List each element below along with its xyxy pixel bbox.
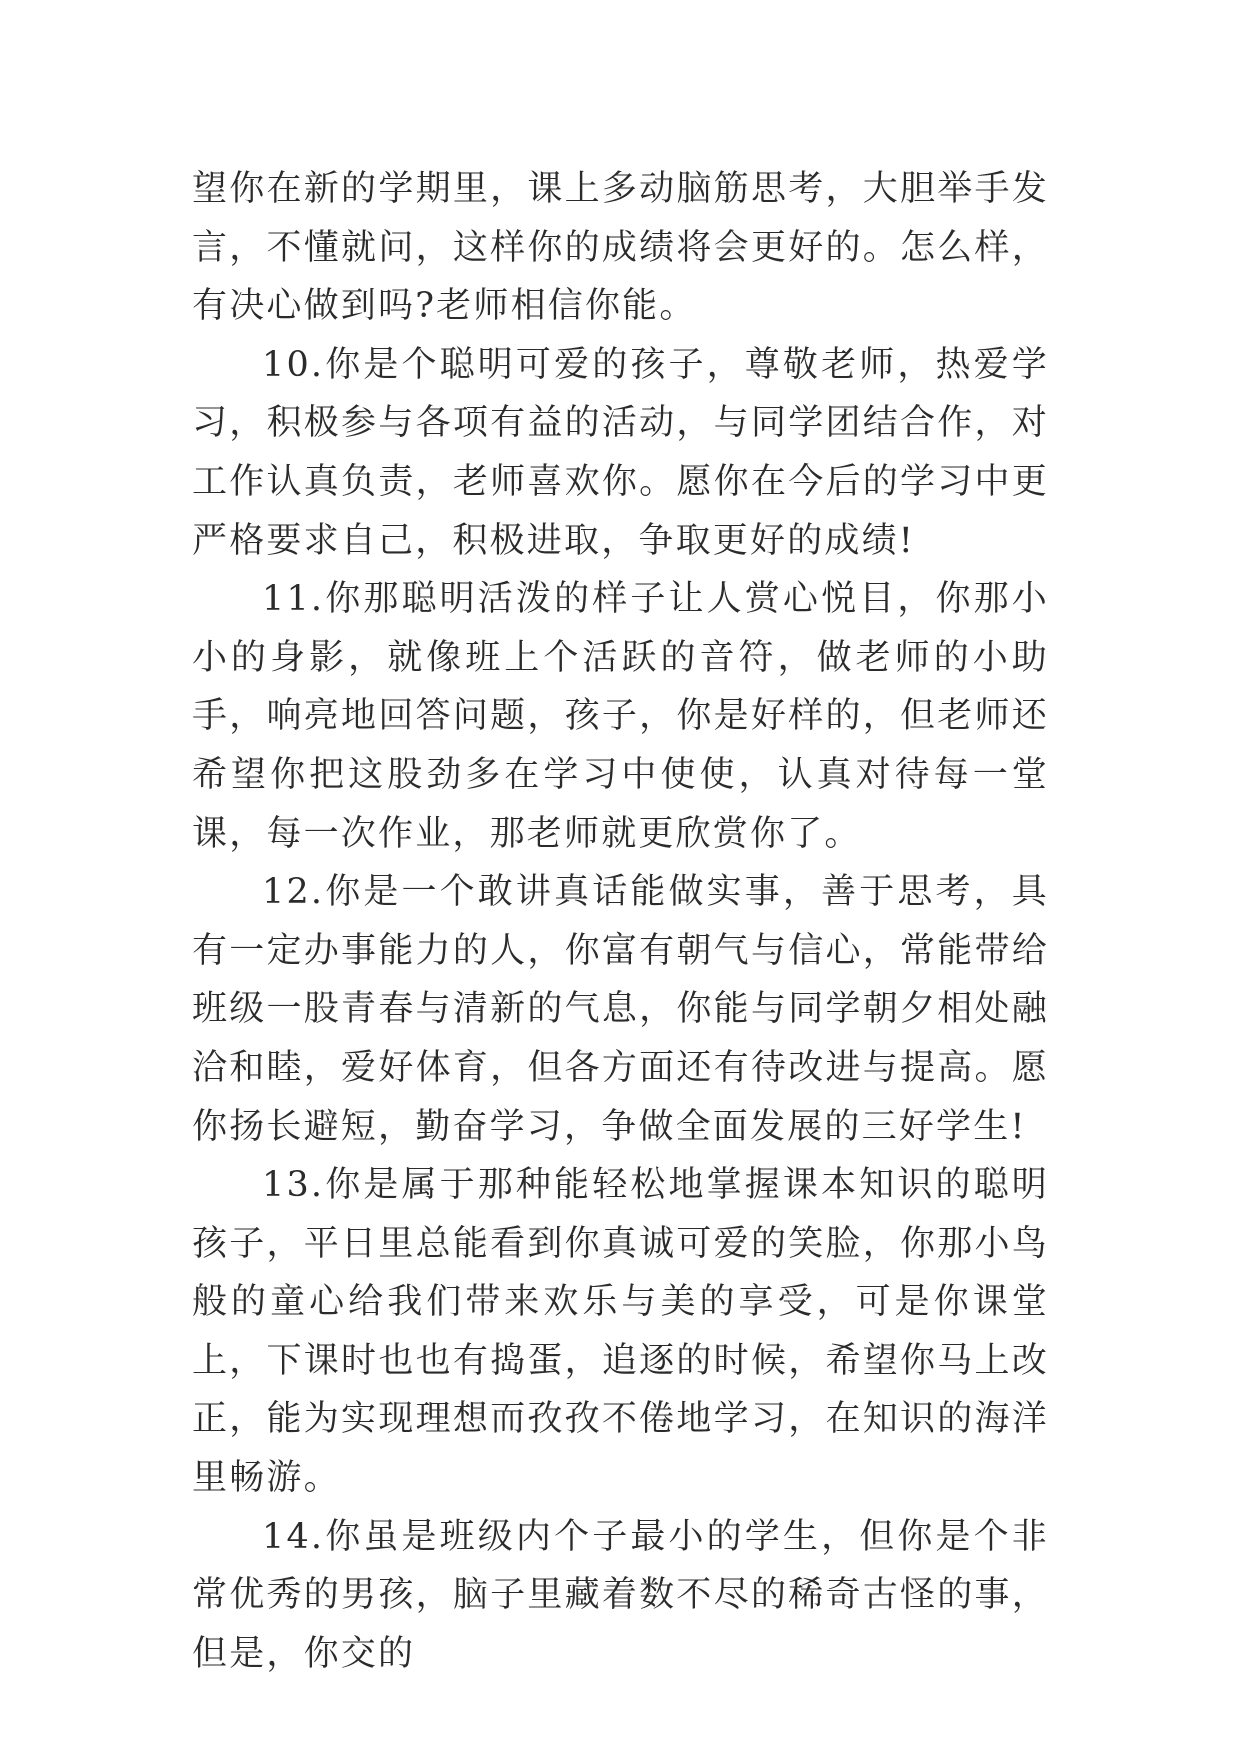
paragraph-item-10: 10.你是个聪明可爱的孩子，尊敬老师，热爱学习，积极参与各项有益的活动，与同学团结合作，对工作认真负责，老师喜欢你。愿你在今后的学习中更严格要求自己，积极进取，争取更好的成绩! [192, 344, 1049, 561]
document-page [192, 160, 1049, 1683]
paragraph-item-12: 12.你是一个敢讲真话能做实事，善于思考，具有一定办事能力的人，你富有朝气与信心，常能带给班级一股青春与清新的气息，你能与同学朝夕相处融洽和睦，爱好体育，但各方面还有待改进与提高。愿你扬长避短，勤奋学习，争做全面发展的三好学生! [192, 872, 1049, 1147]
paragraph-item-13: 13.你是属于那种能轻松地掌握课本知识的聪明孩子，平日里总能看到你真诚可爱的笑脸，你那小鸟般的童心给我们带来欢乐与美的享受，可是你课堂上，下课时也也有捣蛋，追逐的时候，希望你马上改正，能为实现理想而孜孜不倦地学习，在知识的海洋里畅游。 [192, 1165, 1049, 1499]
paragraph-item-11: 11.你那聪明活泼的样子让人赏心悦目，你那小小的身影，就像班上个活跃的音符，做老师的小助手，响亮地回答问题，孩子，你是好样的，但老师还希望你把这股劲多在学习中使使，认真对待每一堂课，每一次作业，那老师就更欣赏你了。 [192, 579, 1049, 854]
paragraph-item-14: 14.你虽是班级内个子最小的学生，但你是个非常优秀的男孩，脑子里藏着数不尽的稀奇古怪的事，但是，你交的 [192, 1516, 1049, 1674]
paragraph-continuation: 望你在新的学期里，课上多动脑筋思考，大胆举手发言，不懂就问，这样你的成绩将会更好的。怎么样，有决心做到吗?老师相信你能。 [192, 169, 1049, 327]
